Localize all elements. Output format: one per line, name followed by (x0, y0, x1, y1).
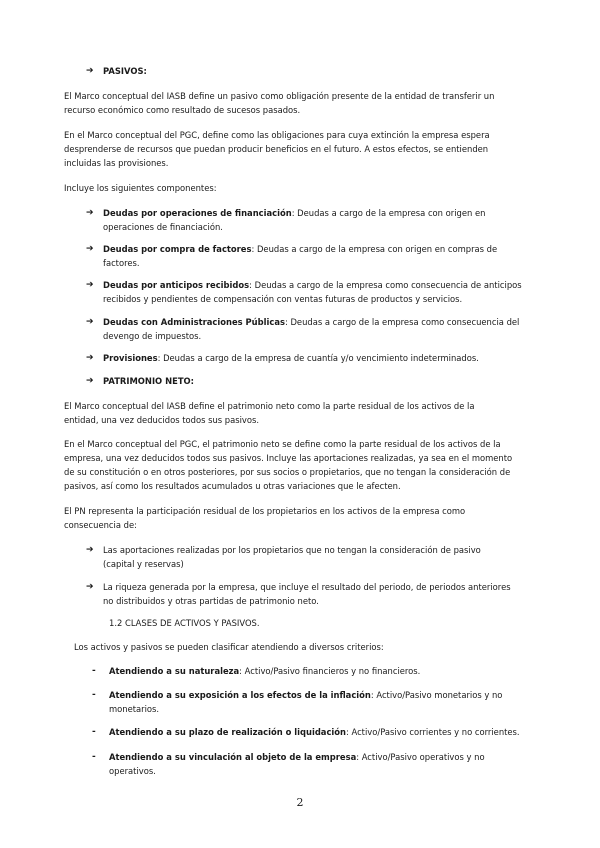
dash-bullet: - (92, 727, 96, 737)
list-item (109, 688, 502, 702)
list-item (109, 725, 520, 739)
paragraph-line: pasivos, así como los resultados acumulados u otras variaciones que le afecten. (64, 481, 401, 491)
arrow-bullet-icon: ➔ (86, 66, 94, 76)
section-title: 1.2 CLASES DE ACTIVOS Y PASIVOS. (109, 618, 260, 628)
arrow-bullet-icon: ➔ (86, 208, 94, 218)
page-number: 2 (296, 796, 304, 809)
list-item-text: : Activo/Pasivo financieros y no financieros. (239, 666, 421, 676)
arrow-bullet-icon: ➔ (86, 353, 94, 363)
list-item-text: : Deudas a cargo de la empresa como consecuencia de anticipos (249, 280, 522, 290)
dash-bullet: - (92, 690, 96, 700)
list-item-text: : Activo/Pasivo corrientes y no corrientes. (346, 727, 520, 737)
arrow-bullet-icon: ➔ (86, 376, 94, 386)
list-item-term: Atendiendo a su naturaleza (109, 666, 240, 676)
paragraph-line: recurso económico como resultado de sucesos pasados. (64, 105, 301, 115)
list-item-text: : Activo/Pasivo monetarios y no (370, 690, 503, 700)
arrow-bullet-icon: ➔ (86, 582, 94, 592)
paragraph-line: En el Marco conceptual del PGC, define como las obligaciones para cuya extinción la empresa espera (64, 130, 490, 140)
paragraph-line: El Marco conceptual del IASB define el patrimonio neto como la parte residual de los activos de la (64, 401, 475, 411)
list-item (103, 242, 497, 256)
dash-bullet: - (92, 752, 96, 762)
list-item-text: recibidos y pendientes de compensación con ventas futuras de productos y servicios. (103, 294, 463, 304)
list-item-text: : Deudas a cargo de la empresa como consecuencia del (285, 317, 520, 327)
list-item-text: factores. (103, 258, 140, 268)
list-item-term: Atendiendo a su plazo de realización o liquidación (109, 727, 347, 737)
list-item (103, 315, 519, 329)
list-item-text: operaciones de financiación. (103, 222, 223, 232)
list-item-term: Deudas con Administraciones Públicas (103, 317, 285, 327)
list-item-text: : Activo/Pasivo operativos y no (356, 752, 485, 762)
list-item-text: devengo de impuestos. (103, 331, 202, 341)
componentes-intro: Incluye los siguientes componentes: (64, 183, 217, 193)
list-item-term: Provisiones (103, 353, 158, 363)
dash-bullet: - (92, 666, 96, 676)
arrow-bullet-icon: ➔ (86, 545, 94, 555)
list-item-text: (capital y reservas) (103, 559, 184, 569)
list-item-text: : Deudas a cargo de la empresa con origen en compras de (251, 244, 498, 254)
list-item-text: La riqueza generada por la empresa, que incluye el resultado del periodo, de periodos anteriores (103, 582, 511, 592)
list-item-term: Atendiendo a su exposición a los efectos de la inflación (109, 690, 371, 700)
paragraph-line: empresa, una vez deducidos todos sus pasivos. Incluye las aportaciones realizadas, ya sea en el momento (64, 453, 513, 463)
list-item-text: : Deudas a cargo de la empresa con origen en (291, 208, 486, 218)
arrow-bullet-icon: ➔ (86, 280, 94, 290)
list-item (103, 351, 479, 365)
list-item-text: operativos. (109, 766, 156, 776)
paragraph-line: incluidas las provisiones. (64, 158, 169, 168)
list-item-term: Deudas por operaciones de financiación (103, 208, 292, 218)
arrow-bullet-icon: ➔ (86, 244, 94, 254)
paragraph-line: En el Marco conceptual del PGC, el patrimonio neto se define como la parte residual de los activos de la (64, 439, 501, 449)
list-item-term: Deudas por anticipos recibidos (103, 280, 250, 290)
paragraph-line: desprenderse de recursos que puedan producir beneficios en el futuro. A estos efectos, se entienden (64, 144, 489, 154)
pasivos-heading: PASIVOS: (103, 66, 147, 76)
list-item-text: Las aportaciones realizadas por los propietarios que no tengan la consideración de pasivo (103, 545, 481, 555)
clasif-intro: Los activos y pasivos se pueden clasificar atendiendo a diversos criterios: (74, 642, 384, 652)
paragraph-line: de su constitución o en otros posteriores, por sus socios o propietarios, que no tengan la consideración de (64, 467, 511, 477)
arrow-bullet-icon: ➔ (86, 317, 94, 327)
pn-heading: PATRIMONIO NETO: (103, 376, 195, 386)
list-item (103, 206, 485, 220)
paragraph-line: El Marco conceptual del IASB define un pasivo como obligación presente de la entidad de transferir un (64, 91, 495, 101)
list-item-term: Atendiendo a su vinculación al objeto de la empresa (109, 752, 357, 762)
list-item-term: Deudas por compra de factores (103, 244, 252, 254)
list-item-text: no distribuidos y otras partidas de patrimonio neto. (103, 596, 319, 606)
paragraph-line: consecuencia de: (64, 520, 137, 530)
list-item (103, 278, 522, 292)
list-item (109, 664, 420, 678)
list-item-text: monetarios. (109, 704, 160, 714)
paragraph-line: El PN representa la participación residual de los propietarios en los activos de la empresa como (64, 506, 466, 516)
list-item (109, 750, 485, 764)
paragraph-line: entidad, una vez deducidos todos sus pasivos. (64, 415, 260, 425)
list-item-text: : Deudas a cargo de la empresa de cuantía y/o vencimiento indeterminados. (157, 353, 479, 363)
